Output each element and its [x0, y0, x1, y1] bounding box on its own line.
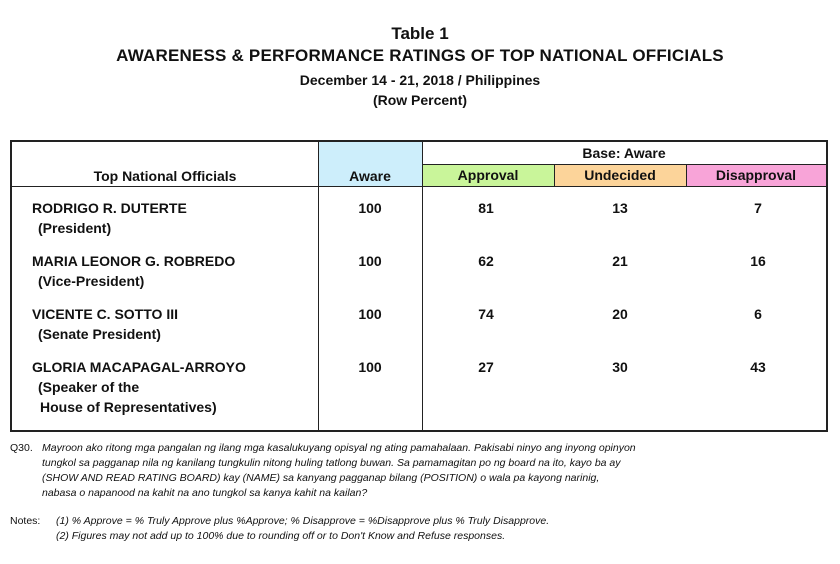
approval-value: 27: [478, 359, 494, 375]
header-approval: Approval: [422, 164, 554, 186]
official-role: (Senate President): [38, 326, 161, 342]
disapproval-value: 7: [754, 200, 762, 216]
question-line: nabasa o napanood na kahit na ano tungkol sa kanya kahit na kailan?: [42, 487, 368, 499]
aware-value: 100: [358, 359, 382, 375]
divider: [12, 186, 826, 187]
header-base-aware: Base: Aware: [582, 145, 666, 161]
approval-value: 62: [478, 253, 494, 269]
undecided-value: 20: [612, 306, 628, 322]
table-label: Table 1: [391, 24, 449, 43]
question-body: [42, 441, 832, 501]
note-2: (2) Figures may not add up to 100% due to rounding off or to Don't Know and Refuse responses.: [56, 530, 506, 542]
header-undecided: Undecided: [554, 164, 686, 186]
undecided-value: 13: [612, 200, 628, 216]
aware-value: 100: [358, 200, 382, 216]
undecided-value: 21: [612, 253, 628, 269]
official-name: RODRIGO R. DUTERTE: [32, 200, 187, 216]
official-role: (Vice-President): [38, 273, 145, 289]
approval-value: 74: [478, 306, 494, 322]
undecided-value: 30: [612, 359, 628, 375]
official-role: (President): [38, 220, 112, 236]
approval-value: 81: [478, 200, 494, 216]
divider: [554, 164, 555, 186]
notes-label: Notes:: [10, 515, 41, 527]
table-title: AWARENESS & PERFORMANCE RATINGS OF TOP NATIONAL OFFICIALS: [116, 46, 724, 65]
disapproval-value: 43: [750, 359, 766, 375]
table-header: [0, 24, 840, 110]
aware-value: 100: [358, 253, 382, 269]
row-percent-note: (Row Percent): [372, 92, 468, 108]
disapproval-value: 6: [754, 306, 762, 322]
official-role: (Speaker of the: [38, 379, 140, 395]
official-name: GLORIA MACAPAGAL-ARROYO: [32, 359, 246, 375]
header-aware: Aware: [318, 142, 422, 186]
ratings-table: [10, 140, 828, 432]
header-officials: Top National Officials: [93, 168, 237, 184]
question-line: (SHOW AND READ RATING BOARD) kay (NAME) sa kanyang pagganap bilang (POSITION) o wala pa kayong narinig,: [42, 472, 600, 484]
question-line: tungkol sa pagganap nila ng kanilang tungkulin nitong huling tatlong buwan. Sa pamamagitan po ng board na ito, kayo ba ay: [42, 457, 621, 469]
divider: [422, 164, 826, 165]
official-name: MARIA LEONOR G. ROBREDO: [32, 253, 236, 269]
question-line: Mayroon ako ritong mga pangalan ng ilang mga kasalukuyang opisyal ng ating pamahalaan. Pakisabi ninyo ang inyong opinyon: [42, 442, 636, 454]
official-role: House of Representatives): [40, 399, 217, 415]
disapproval-value: 16: [750, 253, 766, 269]
official-name: VICENTE C. SOTTO III: [32, 306, 178, 322]
aware-value: 100: [358, 306, 382, 322]
note-1: (1) % Approve = % Truly Approve plus %Approve; % Disapprove = %Disapprove plus % Truly Disapprove.: [56, 515, 550, 527]
header-disapproval: Disapproval: [686, 164, 826, 186]
divider: [686, 164, 687, 186]
date-location: December 14 - 21, 2018 / Philippines: [299, 72, 541, 88]
question-label: Q30.: [10, 442, 33, 454]
